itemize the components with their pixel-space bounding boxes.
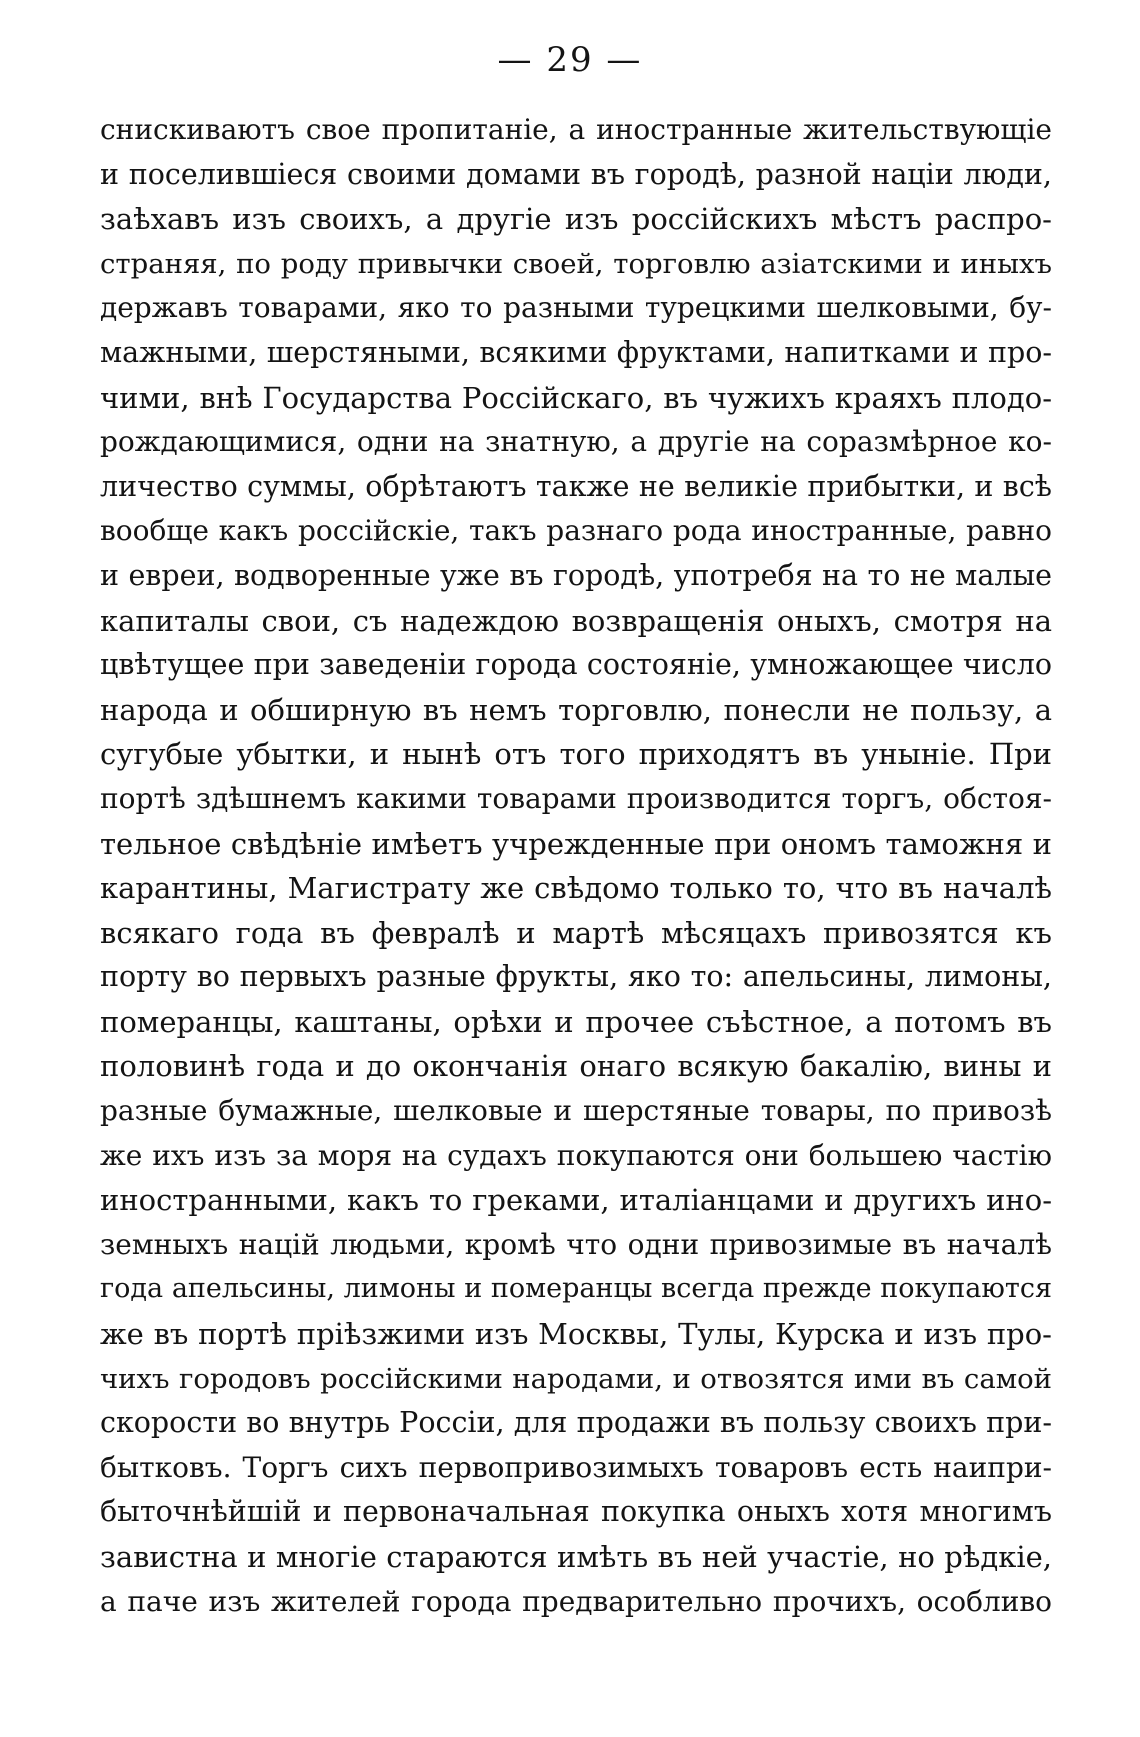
- text-line: же въ портѣ пріѣзжими изъ Москвы, Тулы, Курска и изъ про-: [100, 1317, 1052, 1352]
- text-line: померанцы, каштаны, орѣхи и прочее съѣстное, а потомъ въ: [100, 1004, 1052, 1039]
- text-line: чихъ городовъ россійскими народами, и отвозятся ими въ самой: [100, 1362, 1052, 1395]
- text-line: рождающимися, одни на знатную, а другіе на соразмѣрное ко-: [100, 425, 1052, 459]
- text-line: земныхъ націй людьми, кромѣ что одни привозимые въ началѣ: [100, 1227, 1052, 1261]
- text-line: портѣ здѣшнемъ какими товарами производится торгъ, обстоя-: [100, 781, 1052, 815]
- page-number: — 29 —: [497, 40, 643, 80]
- text-line: завистна и многіе стараются имѣть въ ней участіе, но рѣдкіе,: [100, 1540, 1052, 1574]
- text-line: чими, внѣ Государства Россійскаго, въ чужихъ краяхъ плодо-: [100, 380, 1052, 415]
- text-line: быточнѣйшій и первоначальная покупка оныхъ хотя многимъ: [100, 1495, 1052, 1529]
- text-line: державъ товарами, яко то разными турецкими шелковыми, бу-: [100, 291, 1052, 325]
- text-line: года апельсины, лимоны и померанцы всегда прежде покупаются: [100, 1273, 1052, 1305]
- text-line: личество суммы, обрѣтаютъ также не великіе прибытки, и всѣ: [100, 469, 1052, 503]
- text-line: народа и обширную въ немъ торговлю, понесли не пользу, а: [100, 692, 1052, 727]
- text-line: тельное свѣдѣніе имѣетъ учрежденные при ономъ таможня и: [100, 826, 1052, 861]
- page-body-text: [100, 108, 1052, 1624]
- text-line: сугубые убытки, и нынѣ отъ того приходятъ въ уныніе. При: [100, 737, 1052, 772]
- text-line: порту во первыхъ разные фрукты, яко то: апельсины, лимоны,: [100, 960, 1052, 994]
- text-line: заѣхавъ изъ своихъ, а другіе изъ россійскихъ мѣстъ распро-: [100, 202, 1052, 237]
- text-line: карантины, Магистрату же свѣдомо только то, что въ началѣ: [100, 871, 1052, 906]
- text-line: бытковъ. Торгъ сихъ первопривозимыхъ товаровъ есть наипри-: [100, 1450, 1052, 1484]
- text-line: цвѣтущее при заведеніи города состояніе, умножающее число: [100, 648, 1052, 682]
- text-line: вообще какъ россійскіе, такъ разнаго рода иностранные, равно: [100, 514, 1052, 548]
- text-line: же ихъ изъ за моря на судахъ покупаются они большею частію: [100, 1138, 1052, 1172]
- text-line: а паче изъ жителей города предварительно прочихъ, особливо: [100, 1584, 1052, 1618]
- text-line: капиталы свои, съ надеждою возвращенія оныхъ, смотря на: [100, 603, 1052, 638]
- text-line: мажными, шерстяными, всякими фруктами, напитками и про-: [100, 335, 1052, 369]
- text-line: разные бумажные, шелковые и шерстяные товары, по привозѣ: [100, 1094, 1052, 1128]
- text-line: скорости во внутрь Россіи, для продажи въ пользу своихъ при-: [100, 1406, 1052, 1440]
- text-line: всякаго года въ февралѣ и мартѣ мѣсяцахъ привозятся къ: [100, 915, 1052, 950]
- text-line: половинѣ года и до окончанія онаго всякую бакалію, вины и: [100, 1049, 1052, 1084]
- text-line: и евреи, водворенные уже въ городѣ, употребя на то не малые: [100, 558, 1052, 592]
- text-line: иностранными, какъ то греками, италіанцами и другихъ ино-: [100, 1183, 1052, 1218]
- text-line: и поселившіеся своими домами въ городѣ, разной націи люди,: [100, 157, 1052, 191]
- text-line: снискиваютъ свое пропитаніе, а иностранные жительствующіе: [100, 113, 1052, 146]
- text-line: страняя, по роду привычки своей, торговлю азіатскими и иныхъ: [100, 247, 1052, 280]
